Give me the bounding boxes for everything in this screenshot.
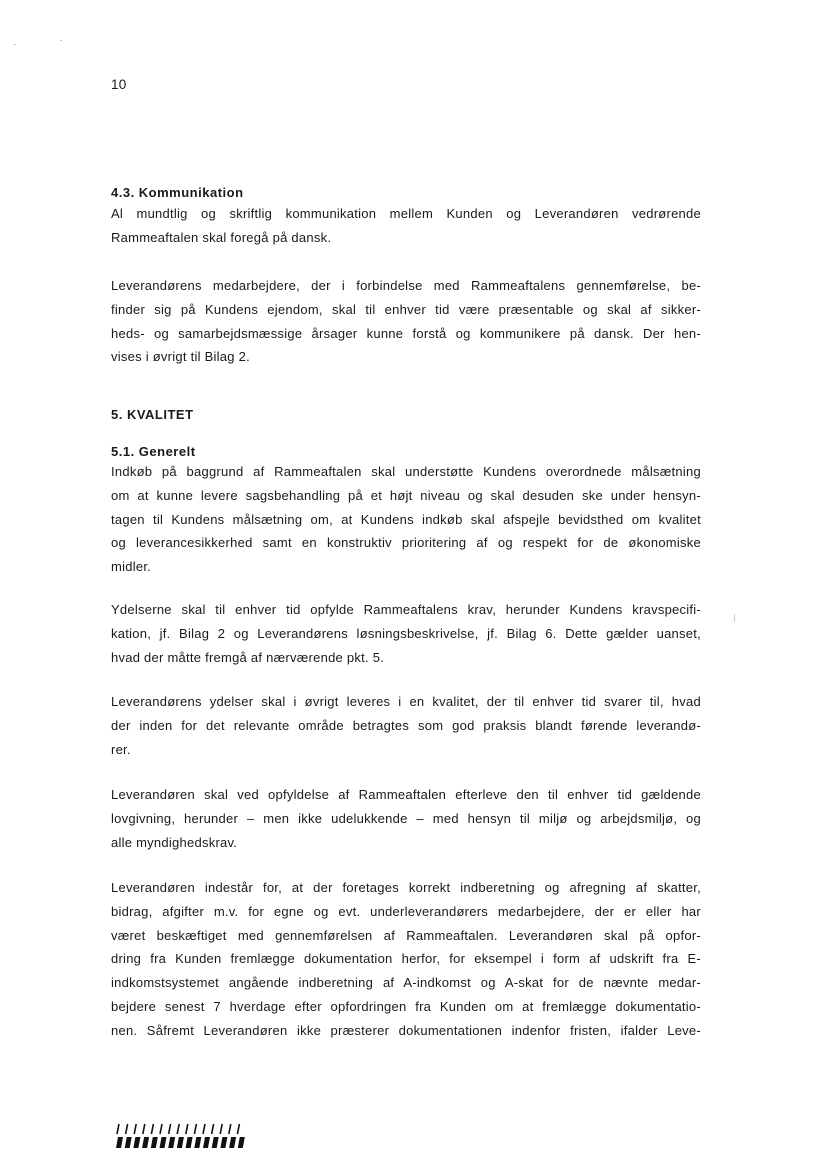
barcode-bar	[194, 1124, 196, 1134]
barcode-bar	[220, 1124, 222, 1134]
text-line: rer.	[111, 741, 131, 757]
barcode-block	[116, 1137, 123, 1148]
text-line: lovgivning, herunder – men ikke udelukkende – med hensyn til miljø og arbejdsmiljø, og	[111, 810, 701, 826]
section-4-3-paragraph-1	[111, 202, 701, 250]
section-4-3-heading: 4.3. Kommunikation	[111, 185, 244, 200]
barcode-block	[160, 1137, 167, 1148]
section-5-1-paragraph-3	[111, 690, 701, 761]
text-line: været beskæftiget med gennemførelsen af Rammeaftalen. Leverandøren skal på opfor-	[111, 927, 701, 943]
barcode-bottom-row	[116, 1137, 245, 1148]
scan-speck	[734, 614, 735, 622]
text-line: om at kunne levere sagsbehandling på et højt niveau og skal desuden ske under hensyn-	[111, 487, 701, 503]
text-line: Leverandørens medarbejdere, der i forbindelse med Rammeaftalens gennemførelse, be-	[111, 278, 701, 293]
barcode-block	[220, 1137, 227, 1148]
section-4-3-paragraph-2	[111, 274, 701, 369]
section-5-1-heading: 5.1. Generelt	[111, 444, 196, 459]
barcode-block	[142, 1137, 149, 1148]
page-number: 10	[111, 77, 127, 92]
text-line: kation, jf. Bilag 2 og Leverandørens løsningsbeskrivelse, jf. Bilag 6. Dette gælder uanset,	[111, 625, 701, 641]
text-line: Indkøb på baggrund af Rammeaftalen skal understøtte Kundens overordnede målsætning	[111, 464, 701, 479]
section-5-1-paragraph-1	[111, 460, 701, 579]
text-line: Rammeaftalen skal foregå på dansk.	[111, 229, 332, 245]
barcode-bar	[117, 1124, 119, 1134]
section-5-1-paragraph-2	[111, 598, 701, 669]
text-line: nen. Såfremt Leverandøren ikke præsterer dokumentationen indenfor fristen, ifalder Leve-	[111, 1022, 701, 1038]
barcode-block	[212, 1137, 219, 1148]
barcode-bar	[177, 1124, 179, 1134]
barcode-bar	[169, 1124, 171, 1134]
text-line: bejdere senest 7 hverdage efter opfordringen fra Kunden om at fremlægge dokumentatio-	[111, 998, 701, 1014]
barcode-block	[186, 1137, 193, 1148]
barcode-block	[229, 1137, 236, 1148]
text-line: dring fra Kunden fremlægge dokumentation herfor, for eksempel i form af udskrift fra E-	[111, 951, 701, 967]
barcode-block	[168, 1137, 175, 1148]
text-line: heds- og samarbejdsmæssige årsager kunne forstå og kommunikere på dansk. Der hen-	[111, 325, 701, 341]
barcode-block	[151, 1137, 158, 1148]
section-5-1-paragraph-4	[111, 783, 701, 854]
text-line: og leverancesikkerhed samt en konstruktiv prioritering af og respekt for de økonomiske	[111, 535, 701, 551]
barcode-bar	[203, 1124, 205, 1134]
text-line: tagen til Kundens målsætning om, at Kundens indkøb skal afspejle bevidsthed om kvalitet	[111, 511, 701, 527]
text-line: hvad der måtte fremgå af nærværende pkt. 5.	[111, 649, 385, 665]
barcode-mark	[115, 1123, 247, 1149]
section-5-1-paragraph-5	[111, 876, 701, 1043]
barcode-bar	[229, 1124, 231, 1134]
barcode-block	[203, 1137, 210, 1148]
text-line: indkomstsystemet angående indberetning af A-indkomst og A-skat for de nævnte medar-	[111, 975, 701, 991]
barcode-bar	[143, 1124, 145, 1134]
text-line: vises i øvrigt til Bilag 2.	[111, 349, 250, 365]
text-line: Leverandøren indestår for, at der foretages korrekt indberetning og afregning af skatter,	[111, 880, 701, 895]
barcode-bar	[186, 1124, 188, 1134]
text-line: bidrag, afgifter m.v. for egne og evt. underleverandørers medarbejdere, der er eller har	[111, 903, 701, 919]
barcode-bar	[212, 1124, 214, 1134]
barcode-bar	[134, 1124, 136, 1134]
text-line: alle myndighedskrav.	[111, 834, 238, 850]
barcode-block	[177, 1137, 184, 1148]
barcode-block	[238, 1137, 245, 1148]
barcode-bar	[160, 1124, 162, 1134]
text-line: Ydelserne skal til enhver tid opfylde Rammeaftalens krav, herunder Kundens kravspecifi-	[111, 602, 701, 617]
scan-speck	[14, 44, 16, 45]
barcode-bar	[126, 1124, 128, 1134]
text-line: midler.	[111, 559, 152, 575]
text-line: Leverandøren skal ved opfyldelse af Rammeaftalen efterleve den til enhver tid gældende	[111, 787, 701, 802]
barcode-block	[125, 1137, 132, 1148]
text-line: finder sig på Kundens ejendom, skal til enhver tid være præsentable og skal af sikker-	[111, 301, 701, 317]
barcode-bar	[151, 1124, 153, 1134]
text-line: der inden for det relevante område betragtes som god praksis blandt førende leverandø-	[111, 717, 701, 733]
section-5-heading: 5. KVALITET	[111, 407, 194, 422]
barcode-top-row	[117, 1124, 239, 1134]
scan-speck	[60, 40, 62, 41]
text-line: Leverandørens ydelser skal i øvrigt leveres i en kvalitet, der til enhver tid svarer til, hvad	[111, 694, 701, 709]
barcode-block	[133, 1137, 140, 1148]
text-line: Al mundtlig og skriftlig kommunikation mellem Kunden og Leverandøren vedrørende	[111, 206, 701, 221]
barcode-bar	[237, 1124, 239, 1134]
barcode-block	[194, 1137, 201, 1148]
